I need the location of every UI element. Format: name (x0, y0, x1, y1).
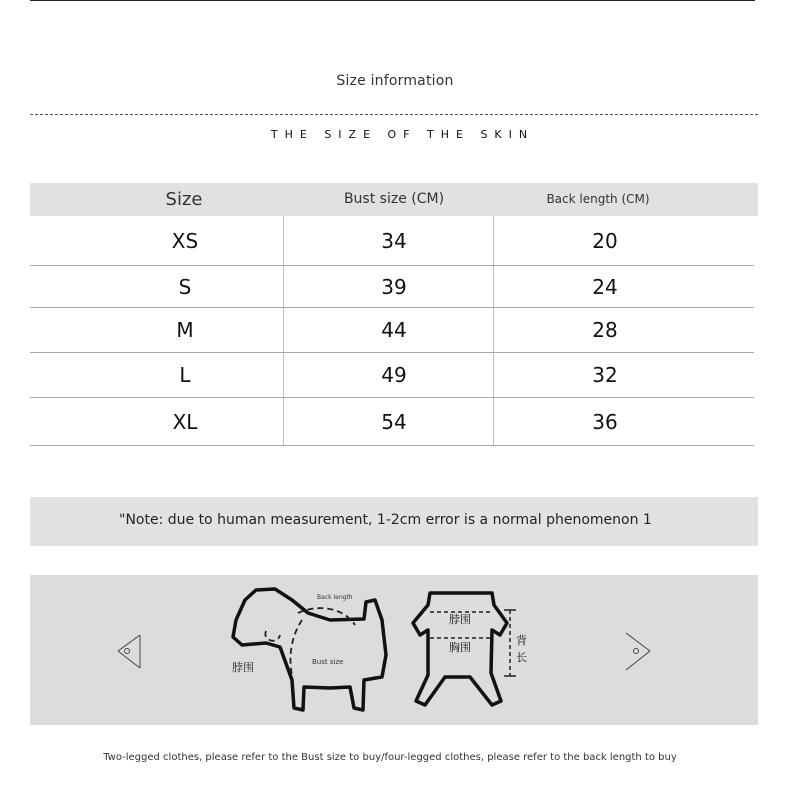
measurement-illustration (30, 575, 758, 725)
dog-bust-label: Bust size (312, 658, 344, 666)
dog-back-label: Back length (317, 594, 353, 601)
cell-bust: 44 (381, 318, 407, 342)
right-arrow-icon (626, 633, 650, 670)
cell-back: 36 (592, 409, 618, 434)
note-banner (30, 497, 758, 546)
footer-instructions: Two-legged clothes, please refer to the Bust size to buy/four-legged clothes, please refer to the back length to buy (103, 752, 677, 763)
page-subtitle: THE SIZE OF THE SKIN (270, 128, 535, 141)
clothes-neck-label: 脖围 (449, 613, 471, 626)
cell-back: 20 (592, 228, 618, 253)
cell-bust: 34 (381, 228, 407, 253)
dashed-divider (30, 114, 758, 115)
clothes-back-label-1: 背 (516, 634, 527, 647)
cell-size: XS (171, 228, 199, 253)
top-frame-border (30, 0, 755, 1)
note-text: "Note: due to human measurement, 1-2cm error is a normal phenomenon 1 (119, 512, 652, 528)
cell-bust: 39 (381, 274, 407, 299)
header-bust: Bust size (CM) (343, 191, 445, 207)
cell-size: M (176, 318, 194, 342)
dog-icon (233, 589, 386, 710)
clothes-back-label-2: 长 (516, 651, 527, 664)
table-row (30, 353, 754, 398)
clothes-chest-label: 胸围 (449, 641, 471, 654)
header-size: Size (165, 189, 203, 210)
cell-back: 24 (592, 274, 618, 299)
cell-back: 28 (592, 318, 618, 342)
header-back-length: Back length (CM) (546, 192, 650, 206)
measurement-diagram (30, 575, 758, 725)
dog-neck-label: 脖围 (232, 661, 254, 674)
page-title: Size information (336, 73, 454, 89)
cell-size: L (179, 363, 191, 387)
cell-back: 32 (592, 363, 618, 387)
cell-size: XL (172, 409, 198, 434)
left-arrow-icon (118, 635, 140, 668)
size-table-header (30, 183, 758, 216)
table-row (30, 266, 754, 308)
table-row (30, 308, 754, 353)
cell-bust: 49 (381, 363, 407, 387)
cell-size: S (178, 274, 192, 299)
table-row (30, 216, 754, 266)
table-row (30, 398, 754, 446)
cell-bust: 54 (381, 409, 407, 434)
